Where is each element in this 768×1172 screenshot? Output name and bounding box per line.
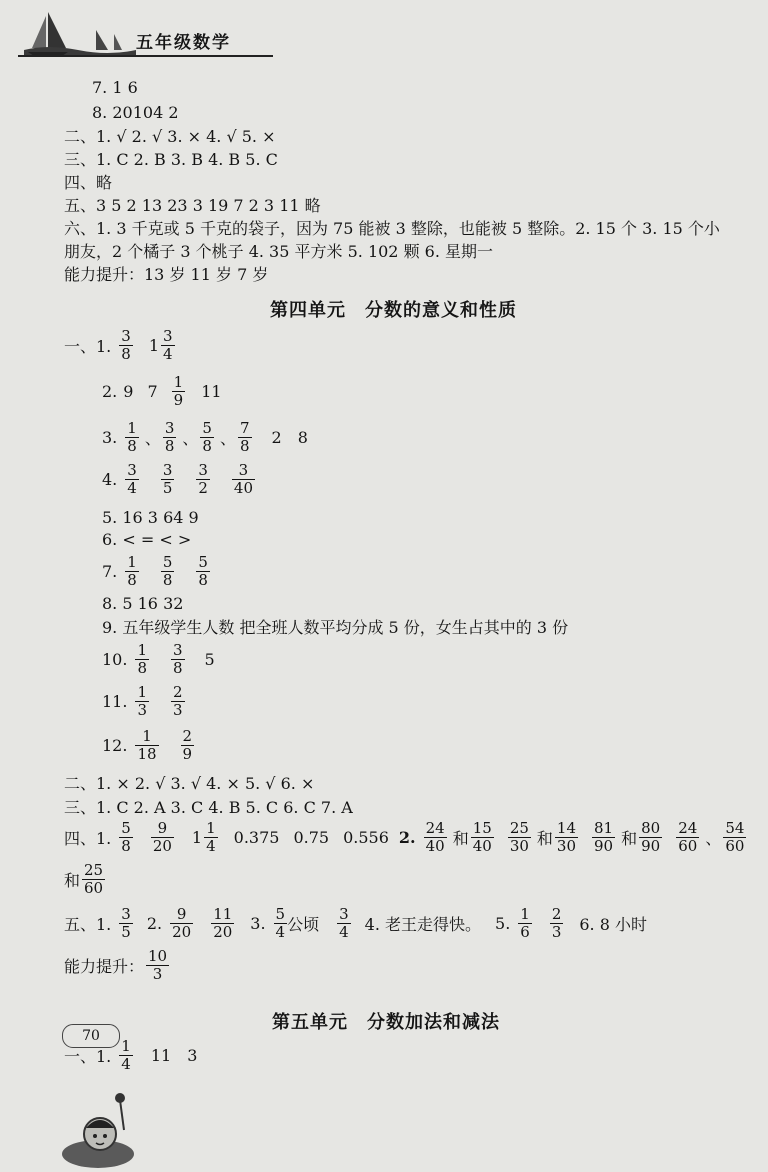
conjunction: 和 [621, 829, 638, 848]
fraction: $\frac{1}{6}$ [520, 905, 530, 941]
fraction: $\frac{25}{60}$ [84, 861, 104, 897]
answer-row [64, 328, 181, 363]
answer-value: 9 [123, 382, 134, 401]
separator: 、 [219, 429, 236, 448]
separator: 、 [144, 429, 161, 448]
answer-line: 8. 5 16 32 [102, 594, 184, 613]
fraction: $\frac{3}{2}$ [198, 461, 208, 497]
fraction: $\frac{7}{8}$ [239, 419, 250, 455]
fraction: $\frac{3}{8}$ [173, 641, 183, 677]
item-label: 2. [102, 382, 118, 401]
fraction: $\frac{14}{30}$ [556, 819, 577, 855]
answer-value: 11 [150, 1046, 172, 1065]
answer-row [102, 728, 200, 763]
answer-row [102, 420, 314, 455]
fraction: $\frac{1}{8}$ [137, 641, 147, 677]
section-title: 第五单元 分数加法和减法 [272, 1012, 500, 1033]
fraction: $\frac{1}{4}$ [121, 1037, 131, 1073]
answer-row [102, 642, 221, 677]
fraction: $\frac{1}{4}$ [206, 819, 216, 855]
answer-row [64, 862, 111, 897]
item-label: 3. [250, 914, 266, 933]
answer-text: 4. 老王走得快。 [364, 915, 482, 934]
answer-line: 7. 1 6 [92, 78, 138, 97]
answer-line: 9. 五年级学生人数 把全班人数平均分成 5 份，女生占其中的 3 份 [102, 618, 569, 637]
separator: 、 [182, 429, 199, 448]
answer-line: 朋友，2 个橘子 3 个桃子 4. 35 平方米 5. 102 颗 6. 星期一 [64, 242, 494, 261]
answer-line: 8. 20104 2 [92, 103, 179, 122]
item-label: 12. [102, 736, 128, 755]
fraction: $\frac{5}{4}$ [275, 905, 286, 941]
page-header [18, 8, 278, 60]
fraction: $\frac{9}{20}$ [172, 905, 192, 941]
item-label: 一、1. [64, 337, 112, 356]
fraction: $\frac{5}{8}$ [198, 553, 208, 589]
answer-row [102, 374, 228, 409]
item-label: 7. [102, 562, 118, 581]
unit-text: 公顷 [287, 915, 320, 934]
answer-value: 8 [297, 428, 308, 447]
answer-row [64, 948, 175, 983]
answer-value: 7 [147, 382, 158, 401]
fraction: $\frac{1}{3}$ [137, 683, 147, 719]
whole-number: 1 [148, 336, 160, 355]
answer-row [64, 820, 752, 855]
whole-number: 1 [191, 828, 203, 847]
fraction: $\frac{3}{4}$ [163, 327, 173, 363]
fraction: $\frac{2}{9}$ [182, 727, 193, 763]
fraction: $\frac{3}{8}$ [164, 419, 175, 455]
fraction: $\frac{3}{40}$ [233, 461, 253, 497]
item-label: 四、1. [64, 829, 112, 848]
answer-value: 11 [201, 382, 222, 401]
header-rule [18, 55, 273, 57]
fraction: $\frac{10}{3}$ [148, 947, 168, 983]
answer-line: 6. < = < > [102, 530, 192, 549]
fraction: $\frac{3}{8}$ [121, 327, 131, 363]
fraction: $\frac{15}{40}$ [472, 819, 492, 855]
section-title: 第四单元 分数的意义和性质 [270, 300, 517, 321]
answer-line: 五、3 5 2 13 23 3 19 7 2 3 11 略 [64, 196, 321, 215]
answer-row [102, 462, 261, 497]
conjunction: 和 [64, 871, 81, 890]
fraction: $\frac{1}{8}$ [127, 553, 137, 589]
answer-line: 六、1. 3 千克或 5 千克的袋子，因为 75 能被 3 整除，也能被 5 整除。2. 15 个 3. 15 个小 [64, 219, 720, 238]
fraction: $\frac{1}{8}$ [127, 419, 137, 455]
item-label: 5. [495, 914, 511, 933]
item-label: 4. [102, 470, 118, 489]
fraction: $\frac{54}{60}$ [725, 819, 745, 855]
answer-value: 5 [204, 650, 215, 669]
item-label: 10. [102, 650, 128, 669]
fraction: $\frac{3}{5}$ [162, 461, 173, 497]
fraction: $\frac{2}{3}$ [173, 683, 183, 719]
fraction: $\frac{5}{8}$ [202, 419, 212, 455]
fraction: $\frac{24}{60}$ [678, 819, 698, 855]
item-label: 2. [398, 828, 416, 847]
answer-line: 三、1. C 2. B 3. B 4. B 5. C [64, 150, 278, 169]
answer-row [102, 684, 191, 719]
fraction: $\frac{80}{90}$ [641, 819, 661, 855]
answer-line: 三、1. C 2. A 3. C 4. B 5. C 6. C 7. A [64, 798, 353, 817]
answer-value: 0.556 [343, 828, 389, 847]
answer-value: 2 [271, 428, 282, 447]
item-label: 3. [102, 428, 118, 447]
separator: 、 [705, 829, 722, 848]
fraction: $\frac{25}{30}$ [509, 819, 529, 855]
fraction: $\frac{11}{20}$ [213, 905, 233, 941]
item-label: 五、1. [64, 915, 112, 934]
answer-row [64, 906, 653, 941]
fraction: $\frac{3}{4}$ [127, 461, 137, 497]
fraction: $\frac{3}{5}$ [121, 905, 131, 941]
fraction: $\frac{9}{20}$ [152, 819, 172, 855]
answer-row [102, 554, 216, 589]
item-label: 一、1. [64, 1047, 112, 1066]
fraction: $\frac{3}{4}$ [339, 905, 349, 941]
fraction: $\frac{1}{9}$ [173, 373, 184, 409]
answer-value: 0.75 [293, 828, 330, 847]
fraction: $\frac{5}{8}$ [121, 819, 131, 855]
item-label: 11. [102, 692, 128, 711]
item-label: 2. [146, 914, 163, 933]
answer-text: 6. 8 小时 [579, 915, 647, 934]
conjunction: 和 [536, 829, 553, 848]
answer-line: 二、1. √ 2. √ 3. × 4. √ 5. × [64, 127, 276, 146]
answer-line: 5. 16 3 64 9 [102, 508, 199, 527]
sailboat-illustration [18, 8, 138, 60]
fraction: $\frac{81}{90}$ [594, 819, 614, 855]
answer-value: 3 [187, 1046, 198, 1065]
answer-line: 四、略 [64, 173, 113, 192]
item-label: 能力提升： [64, 957, 145, 976]
conjunction: 和 [452, 829, 469, 848]
fraction: $\frac{1}{18}$ [137, 727, 157, 763]
page-number: 70 [62, 1024, 120, 1048]
fraction: $\frac{5}{8}$ [162, 553, 173, 589]
fraction: $\frac{24}{40}$ [425, 819, 445, 855]
answer-line: 二、1. × 2. √ 3. √ 4. × 5. √ 6. × [64, 774, 315, 793]
answer-value: 0.375 [233, 828, 280, 847]
answer-line: 能力提升：13 岁 11 岁 7 岁 [64, 265, 269, 284]
header-title: 五年级数学 [136, 33, 231, 53]
fraction: $\frac{2}{3}$ [551, 905, 562, 941]
child-illustration [58, 1090, 138, 1170]
